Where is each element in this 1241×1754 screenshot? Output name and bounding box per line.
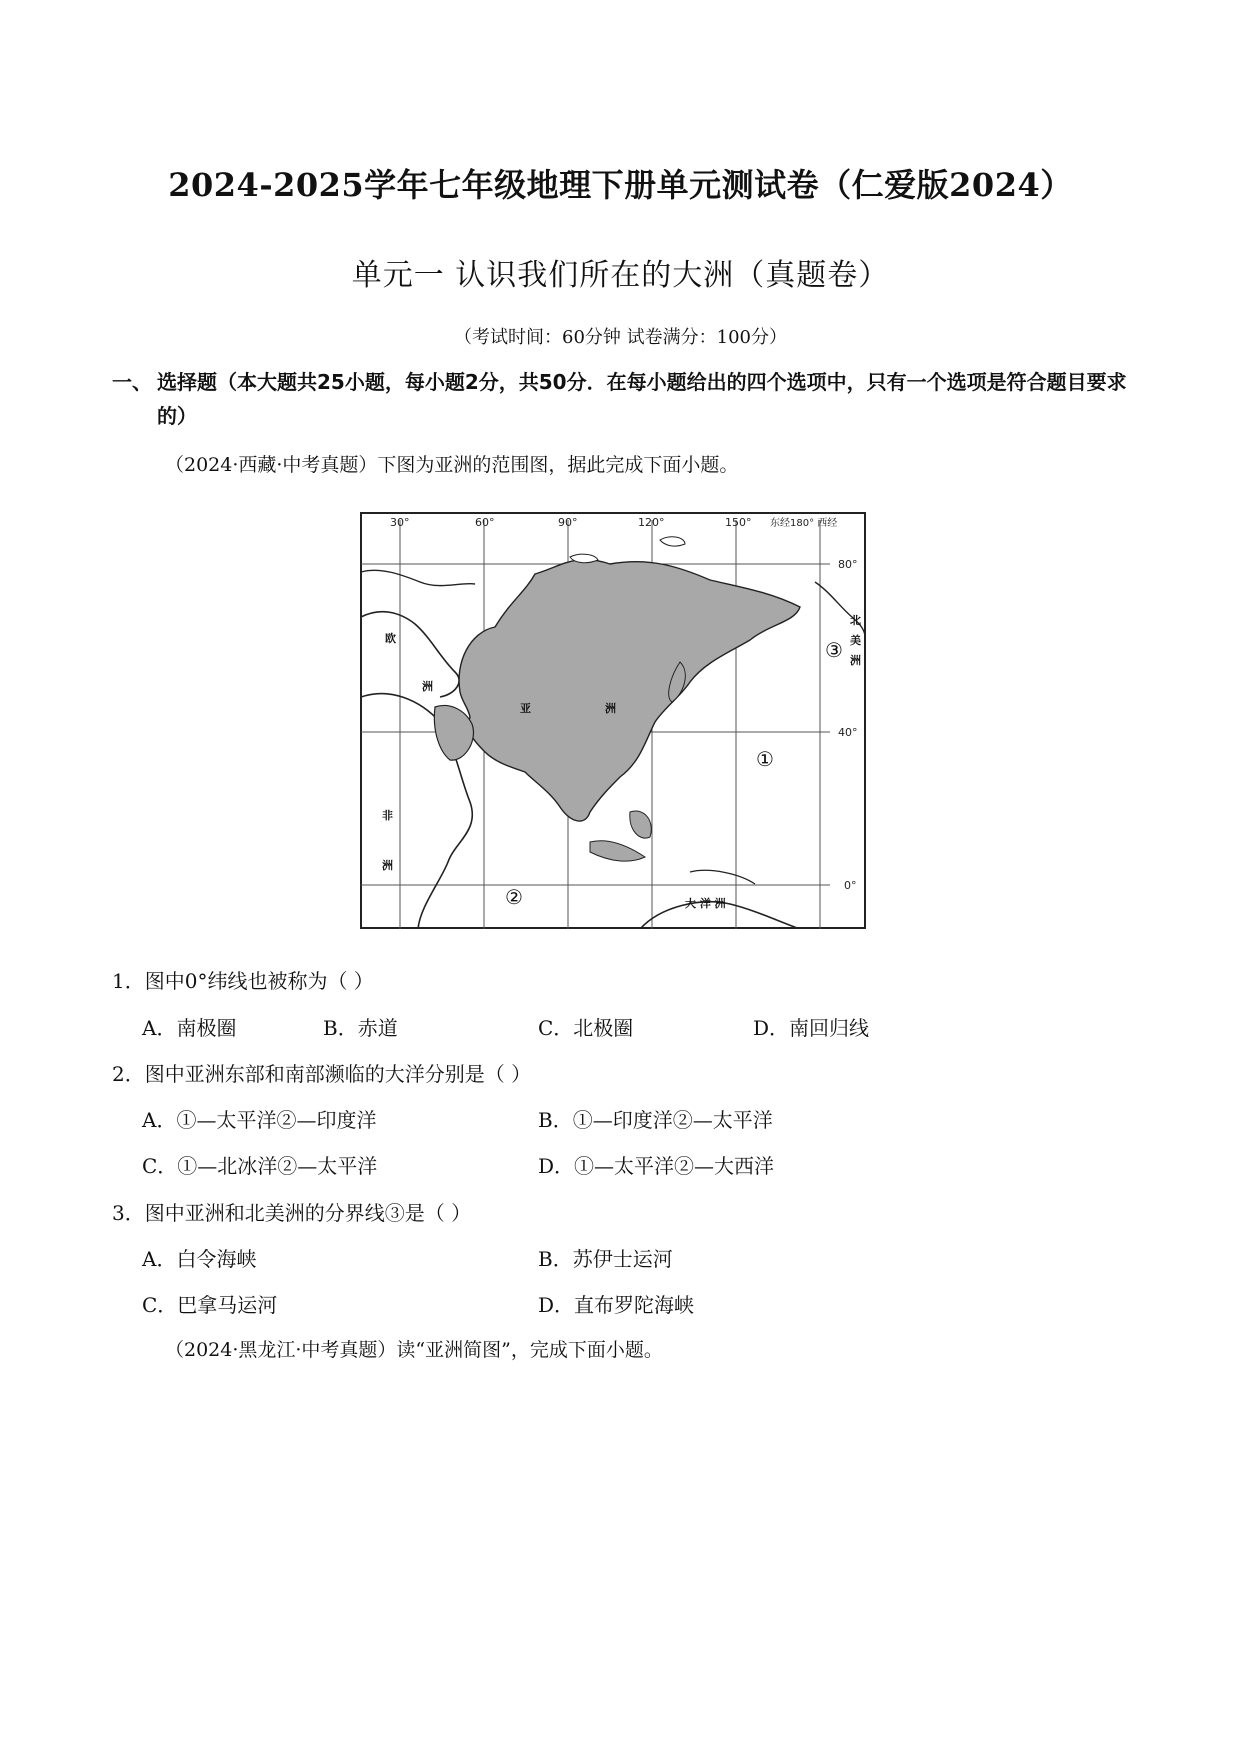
label-asia-2: 洲	[605, 702, 616, 715]
section-number: 一、	[112, 370, 152, 394]
lat-label-80: 80°	[838, 558, 858, 571]
q3-option-c[interactable]: C．巴拿马运河	[142, 1293, 278, 1317]
q3-option-a[interactable]: A．白令海峡	[142, 1247, 257, 1271]
lon-label-90: 90°	[558, 516, 578, 529]
section-heading	[112, 365, 1132, 433]
label-europe-2: 洲	[422, 680, 433, 693]
label-africa-2: 洲	[382, 859, 393, 872]
label-na-2: 美	[850, 634, 861, 647]
label-africa-1: 非	[382, 809, 393, 822]
label-europe-1: 欧	[385, 632, 396, 645]
lat-label-0: 0°	[844, 879, 857, 892]
q2-option-a[interactable]: A．①—太平洋②—印度洋	[142, 1108, 377, 1132]
asia-map-figure	[360, 512, 866, 929]
label-oceania: 大 洋 洲	[685, 897, 726, 910]
question-3-stem: 3．图中亚洲和北美洲的分界线③是（ ）	[112, 1201, 472, 1225]
label-na-3: 洲	[850, 654, 861, 667]
paper-title: 2024-2025学年七年级地理下册单元测试卷（仁爱版2024）	[168, 166, 1073, 204]
q2-option-b[interactable]: B．①—印度洋②—太平洋	[538, 1108, 773, 1132]
marker-3: ③	[825, 638, 843, 662]
exam-info: （考试时间：60分钟 试卷满分：100分）	[454, 327, 787, 348]
q1-option-c[interactable]: C．北极圈	[538, 1016, 634, 1040]
q2-option-c[interactable]: C．①—北冰洋②—太平洋	[142, 1154, 378, 1178]
lon-label-60: 60°	[475, 516, 495, 529]
label-na-1: 北	[850, 614, 861, 627]
lat-label-40: 40°	[838, 726, 858, 739]
q2-option-d[interactable]: D．①—太平洋②—大西洋	[538, 1154, 775, 1178]
lon-label-30: 30°	[390, 516, 410, 529]
question-2-stem: 2．图中亚洲东部和南部濒临的大洋分别是（ ）	[112, 1062, 532, 1086]
q1-option-b[interactable]: B．赤道	[323, 1016, 398, 1040]
q3-option-d[interactable]: D．直布罗陀海峡	[538, 1293, 695, 1317]
intro-xizang: （2024·西藏·中考真题）下图为亚洲的范围图，据此完成下面小题。	[165, 454, 739, 476]
intro-heilongjiang: （2024·黑龙江·中考真题）读“亚洲简图”，完成下面小题。	[165, 1339, 663, 1361]
q1-option-d[interactable]: D．南回归线	[753, 1016, 870, 1040]
lon-label-120: 120°	[638, 516, 665, 529]
q1-option-a[interactable]: A．南极圈	[142, 1016, 237, 1040]
paper-subtitle: 单元一 认识我们所在的大洲（真题卷）	[351, 258, 890, 293]
section-text: 选择题（本大题共25小题，每小题2分，共50分．在每小题给出的四个选项中，只有一个选项是符合题目要求的）	[157, 370, 1127, 428]
lon-label-180: 东经180° 西经	[770, 518, 838, 529]
label-asia-1: 亚	[520, 702, 531, 715]
lon-label-150: 150°	[725, 516, 752, 529]
marker-2: ②	[505, 885, 523, 909]
question-1-stem: 1．图中0°纬线也被称为（ ）	[112, 969, 374, 993]
asia-map	[360, 512, 866, 929]
q3-option-b[interactable]: B．苏伊士运河	[538, 1247, 673, 1271]
marker-1: ①	[756, 747, 774, 771]
